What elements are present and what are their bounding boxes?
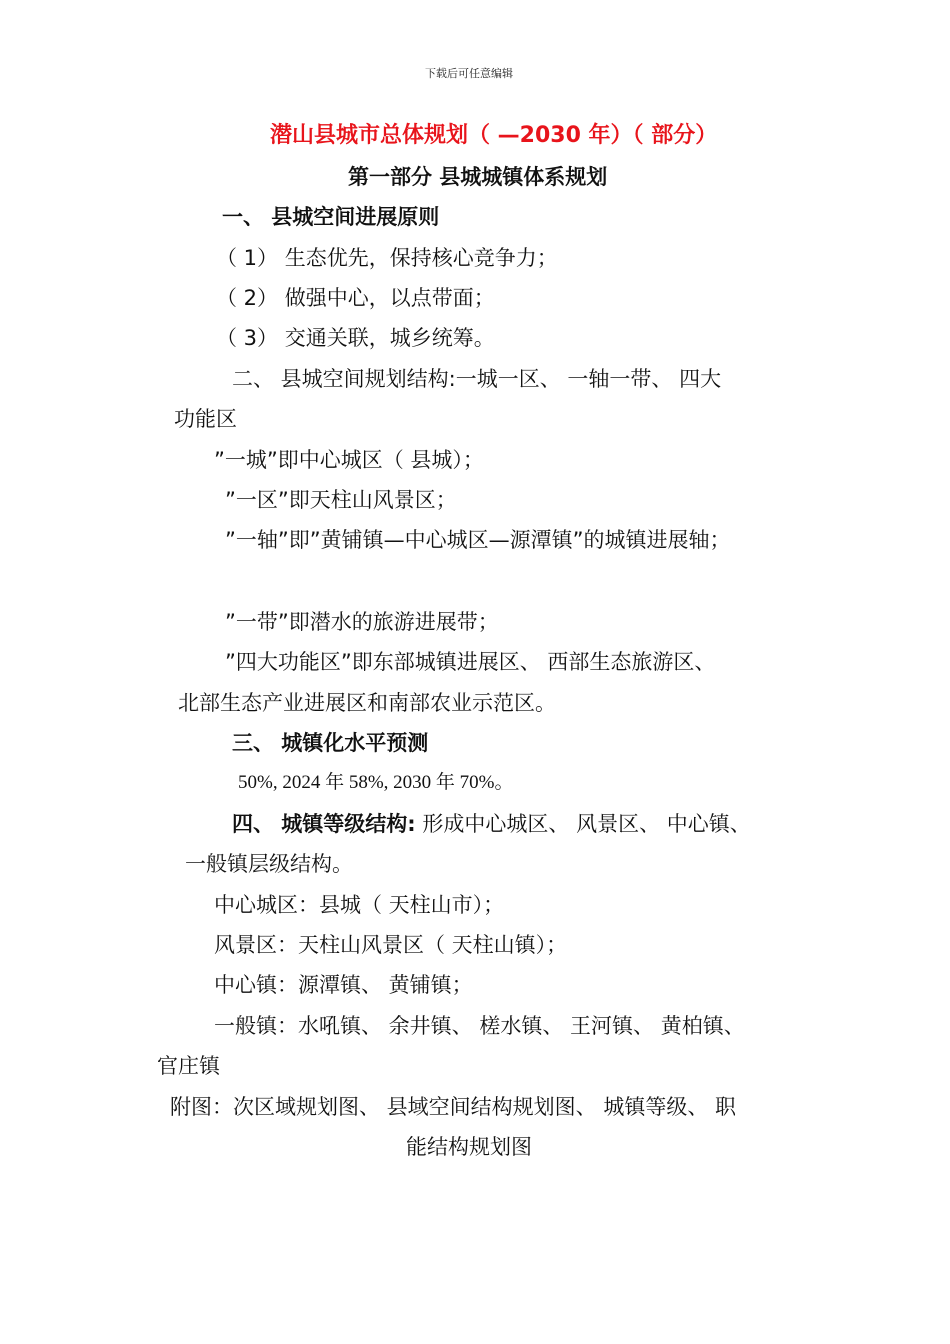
section-4-item: 风景区：天柱山风景区（ 天柱山镇）； xyxy=(214,933,568,957)
section-1-item: （ 3） 交通关联，城乡统筹。 xyxy=(216,326,495,350)
section-4-heading: 四、 城镇等级结构: xyxy=(232,812,416,836)
section-1-item: （ 2） 做强中心，以点带面； xyxy=(216,286,495,310)
section-2-item: ”一城”即中心城区（ 县城）； xyxy=(214,448,484,472)
section-4-item-continuation: 官庄镇 xyxy=(157,1054,220,1078)
section-2-heading: 二、 县城空间规划结构:一城一区、 一轴一带、 四大 xyxy=(232,367,722,391)
section-1-heading: 一、 县城空间进展原则 xyxy=(222,205,440,229)
section-4-heading-continuation: 一般镇层级结构。 xyxy=(185,852,353,876)
section-4-heading-rest: 形成中心城区、 风景区、 中心镇、 xyxy=(415,812,751,836)
section-4-item: 中心城区：县城（ 天柱山市）； xyxy=(214,893,505,917)
header-note: 下载后可任意编辑 xyxy=(425,67,513,80)
section-2-item: ”一区”即天柱山风景区； xyxy=(225,488,457,512)
section-2-heading-continuation: 功能区 xyxy=(174,407,237,431)
document-title: 潜山县城市总体规划（ —2030 年）（ 部分） xyxy=(270,123,718,148)
section-1-item: （ 1） 生态优先，保持核心竞争力； xyxy=(216,246,558,270)
section-2-item-continuation: 北部生态产业进展区和南部农业示范区。 xyxy=(178,691,556,715)
section-4-heading-line xyxy=(232,810,751,838)
section-2-item: ”四大功能区”即东部城镇进展区、 西部生态旅游区、 xyxy=(225,650,716,674)
appendix-line: 附图：次区域规划图、 县域空间结构规划图、 城镇等级、 职 xyxy=(170,1095,737,1119)
section-3-text: 50%, 2024 年 58%, 2030 年 70%。 xyxy=(238,772,514,793)
section-2-item: ”一轴”即”黄铺镇—中心城区—源潭镇”的城镇进展轴； xyxy=(225,528,731,552)
section-4-item: 中心镇：源潭镇、 黄铺镇； xyxy=(214,973,473,997)
section-2-item: ”一带”即潜水的旅游进展带； xyxy=(225,610,499,634)
part-heading: 第一部分 县城城镇体系规划 xyxy=(348,165,608,189)
section-3-heading: 三、 城镇化水平预测 xyxy=(232,731,429,755)
appendix-line-continuation: 能结构规划图 xyxy=(406,1135,532,1159)
section-4-item: 一般镇：水吼镇、 余井镇、 槎水镇、 王河镇、 黄柏镇、 xyxy=(214,1014,745,1038)
